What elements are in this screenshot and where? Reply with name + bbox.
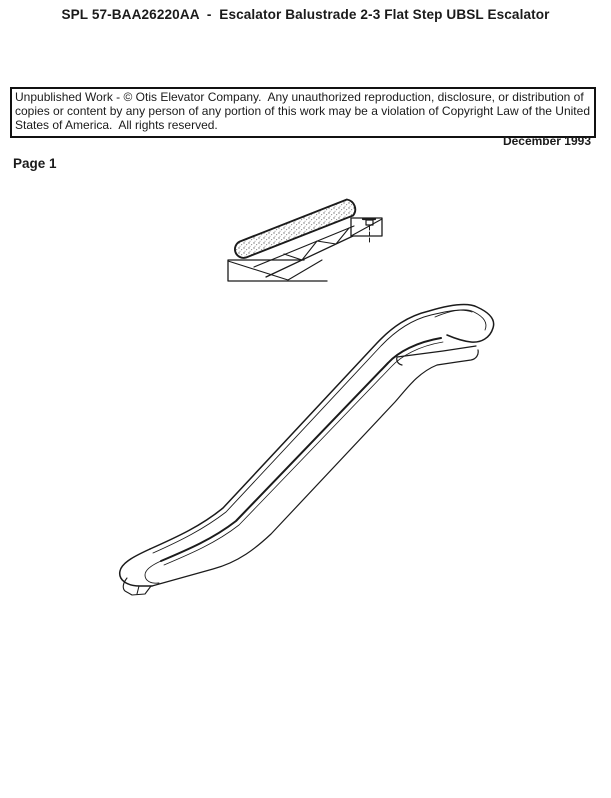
balustrade-profile-drawing <box>105 295 505 620</box>
escalator-truss-drawing <box>218 192 430 297</box>
document-title: SPL 57-BAA26220AA - Escalator Balustrade 2-3 Flat Step UBSL Escalator <box>61 7 550 22</box>
figure-escalator-truss-side-view <box>218 192 430 297</box>
publication-date: December 1993 <box>502 134 591 148</box>
copyright-notice-box <box>10 87 596 138</box>
figure-balustrade-handrail-profile <box>105 295 505 620</box>
copyright-notice-text: Unpublished Work - © Otis Elevator Company. Any unauthorized reproduction, disclosure, or distribution of copies or content by any person of any portion of this work may be a violation of Copyright Law of the United States of America. All rights reserved. <box>15 90 594 132</box>
page-number-label: Page 1 <box>13 156 57 171</box>
